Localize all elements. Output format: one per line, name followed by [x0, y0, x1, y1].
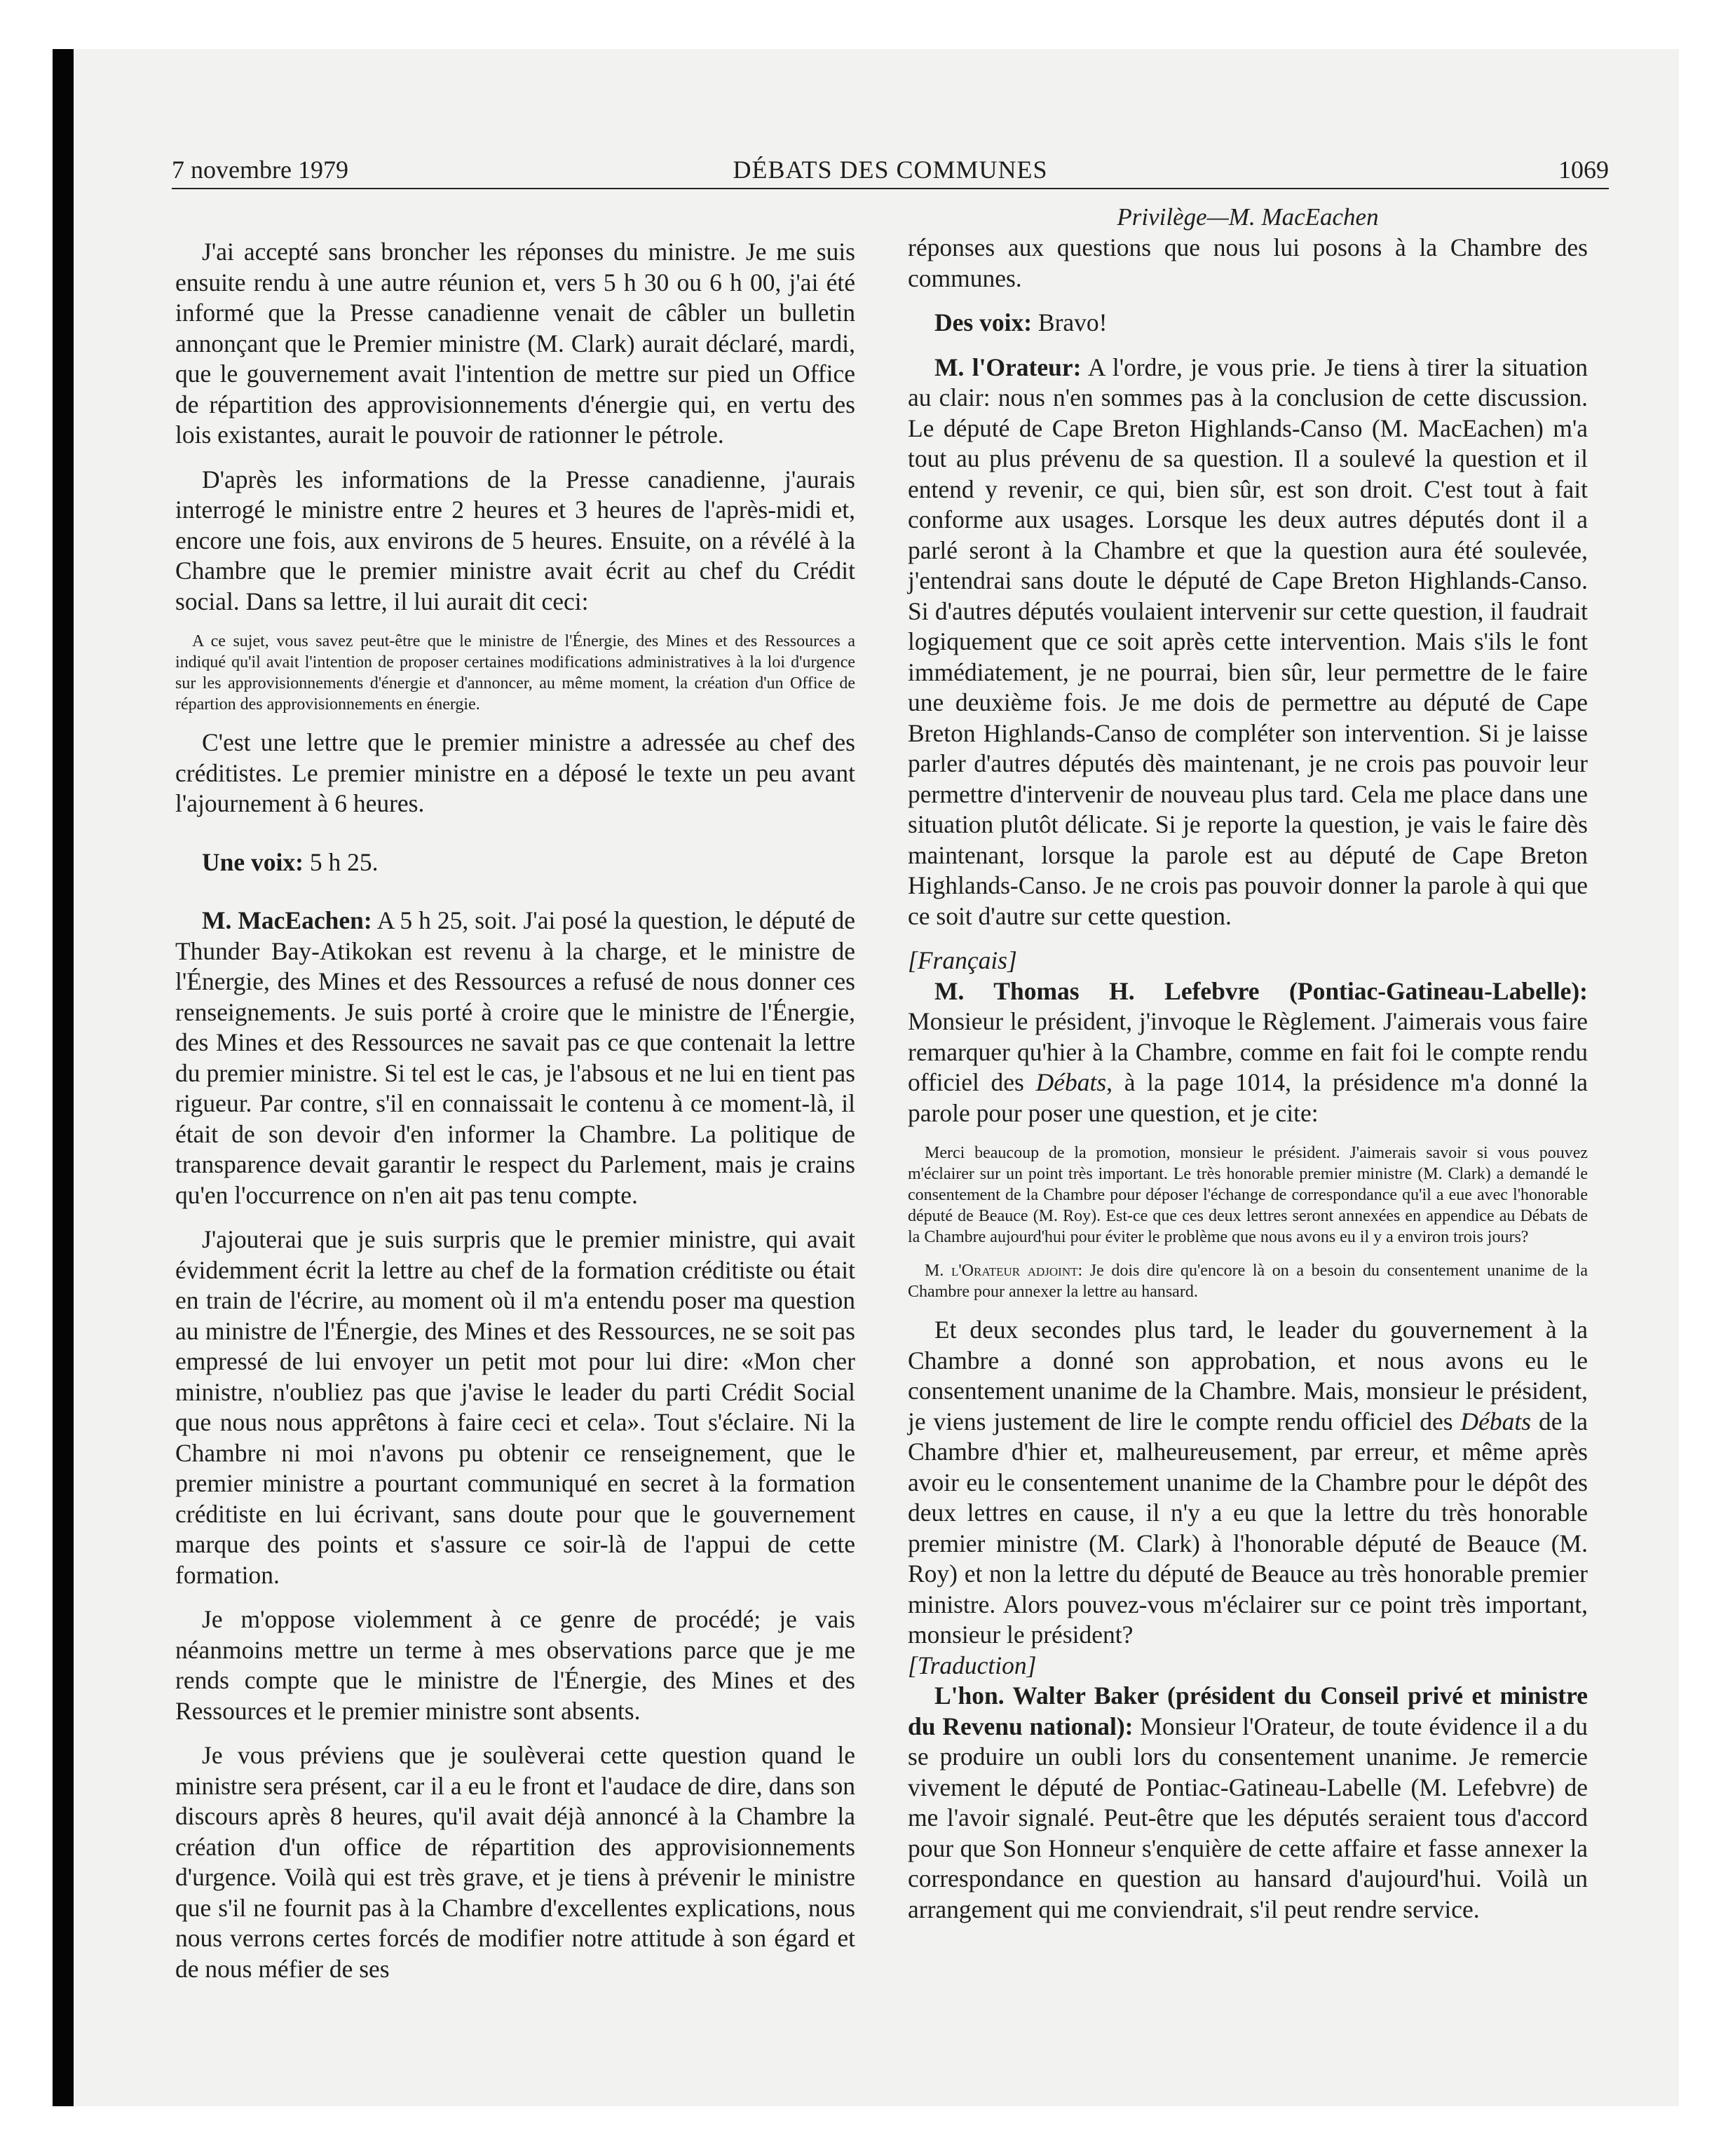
block-quote — [908, 1260, 1588, 1302]
speaker-name: M. MacEachen: — [202, 906, 372, 934]
section-heading: Privilège—M. MacEachen — [1117, 203, 1379, 231]
speech-text: A 5 h 25, soit. J'ai posé la question, le député de Thunder Bay-Atikokan est revenu à la charge, et le ministre de l'Énergie, des Mines et des Ressources a refusé de nous donner ces renseignements. Je suis porté à croire que le ministre de l'Énergie, des Mines et des Ressources ne savait pas ce que contenait la lettre du premier ministre. Si tel est le cas, je l'absous et ne lui en tient pas rigueur. Par contre, s'il en connaissait le contenu à ce moment-là, il était de son devoir d'en informer la Chambre. La politique de transparence devait garantir le respect du Parlement, mais je crains qu'en l'occurrence on n'en ait pas tenu compte. — [175, 906, 855, 1209]
left-column — [175, 237, 855, 1984]
scan-edge-shadow — [53, 49, 74, 2106]
speech — [908, 308, 1588, 339]
paragraph: J'ajouterai que je suis surpris que le premier ministre, qui avait évidemment écrit la lettre au chef de la formation créditiste ou était en train de l'écrire, au moment où il m'a entendu poser ma question au ministre de l'Énergie, des Mines et des Ressources, ne se soit pas empressé de lui envoyer un petit mot pour lui dire: «Mon cher ministre, n'oubliez pas que j'avise le leader du parti Crédit Social que nous nous apprêtons à faire ceci et cela». Tout s'éclaire. Ni la Chambre ni moi n'avons pu obtenir ce renseignement, que le premier ministre a pourtant communiqué en secret à la formation créditiste en lui écrivant, sans doute pour que le gouvernement marque des points et s'assure ce soir-là de l'appui de cette formation. — [175, 1225, 855, 1589]
paragraph-text: Et deux secondes plus tard, le leader du gouvernement à la Chambre a donné son approbation, et nous avons eu le consentement unanime de la Chambre. Mais, monsieur le président, je viens justement de lire le compte rendu officiel des — [908, 1316, 1588, 1435]
speech-text: 5 h 25. — [309, 847, 379, 876]
speech — [908, 353, 1588, 932]
speaker-name: M. l'Orateur: — [934, 353, 1082, 381]
quote-text: Je dois dire qu'encore là on a besoin du consentement unanime de la Chambre pour annexer la lettre au hansard. — [908, 1262, 1588, 1301]
paragraph: Je m'oppose violemment à ce genre de procédé; je vais néanmoins mettre un terme à mes observations parce que je me rends compte que le ministre de l'Énergie, des Mines et des Ressources et le premier ministre sont absents. — [175, 1605, 855, 1725]
paragraph — [908, 1315, 1588, 1651]
speech — [175, 847, 855, 878]
speech — [175, 906, 855, 1210]
block-quote: A ce sujet, vous savez peut-être que le ministre de l'Énergie, des Mines et des Ressources a indiqué qu'il avait l'intention de proposer certaines modifications administratives à la loi d'urgence sur les approvisionnements d'énergie et d'annoncer, au même moment, la création d'un Office de répartion des approvisionnements en énergie. — [175, 632, 855, 714]
language-marker: [Traduction] — [908, 1651, 1037, 1679]
page-header — [172, 154, 1609, 189]
speech-text: A l'ordre, je vous prie. Je tiens à tirer la situation au clair: nous n'en sommes pas à la conclusion de cette discussion. Le député de Cape Breton Highlands-Canso (M. MacEachen) m'a tout au plus prévenu de sa question. Il a soulevé la question et il entend y revenir, ce qui, bien sûr, est son droit. C'est tout à fait conforme aux usages. Lorsque les deux autres députés dont il a parlé seront à la Chambre et que la question aura été soulevée, j'entendrai sans doute le député de Cape Breton Highlands-Canso. Si d'autres députés voulaient intervenir sur cette question, il faudrait logiquement que ce soit après cette intervention. Mais s'ils le font immédiatement, je ne pourrai, bien sûr, leur permettre de le faire une deuxième fois. Je me dois de permettre au député de Cape Breton Highlands-Canso de compléter son intervention. Si je laisse parler d'autres députés dès maintenant, je ne crois pas pouvoir leur permettre d'intervenir de nouveau plus tard. Cela me place dans une situation plutôt délicate. Si je reporte la question, je vais le faire dès maintenant, lorsque la parole est au député de Cape Breton Highlands-Canso. Je ne crois pas pouvoir donner la parole à qui que ce soit d'autre sur cette question. — [908, 353, 1588, 930]
speaker-name: Une voix: — [202, 847, 304, 876]
paragraph: C'est une lettre que le premier ministre a adressée au chef des créditistes. Le premier ministre en a déposé le texte un peu avant l'ajournement à 6 heures. — [175, 728, 855, 817]
paragraph: réponses aux questions que nous lui posons à la Chambre des communes. — [908, 233, 1588, 292]
speaker-name: Des voix: — [934, 308, 1033, 336]
speech-text: , à la page 1014, la présidence m'a donné la parole pour poser une question, et je cite: — [908, 1068, 1588, 1127]
debates-title: Débats — [1035, 1068, 1107, 1096]
speaker-name: M. Thomas H. Lefebvre (Pontiac-Gatineau-Labelle): — [934, 976, 1588, 1005]
speech-text: Monsieur le président, j'invoque le Règlement. J'aimerais vous faire remarquer qu'hier à la Chambre, comme en fait foi le compte rendu officiel des — [908, 1007, 1588, 1096]
speech — [908, 1681, 1588, 1925]
language-marker: [Français] — [908, 946, 1017, 974]
speaker-name: M. l'Orateur adjoint: — [925, 1262, 1083, 1280]
speech-text: Monsieur l'Orateur, de toute évidence il a du se produire un oubli lors du consentement unanime. Je remercie vivement le député de Pontiac-Gatineau-Labelle (M. Lefebvre) de me l'avoir signalé. Peut-être que les députés seraient tous d'accord pour que Son Honneur s'enquière de cette affaire et fasse annexer la correspondance en question au hansard d'aujourd'hui. Voilà un arrangement qui me conviendrait, s'il peut rendre service. — [908, 1712, 1588, 1923]
debates-title: Débats — [1460, 1407, 1532, 1435]
speech-text: Bravo! — [1037, 308, 1108, 336]
page-number: 1069 — [1558, 156, 1609, 184]
right-column — [908, 202, 1588, 1925]
paragraph: J'ai accepté sans broncher les réponses du ministre. Je me suis ensuite rendu à une autre réunion et, vers 5 h 30 ou 6 h 00, j'ai été informé que la Presse canadienne venait de câbler un bulletin annonçant que le Premier ministre (M. Clark) aurait déclaré, mardi, que le gouvernement avait l'intention de mettre sur pied un Office de répartition des approvisionnements d'énergie qui, en vertu des lois existantes, aurait le pouvoir de rationner le pétrole. — [175, 238, 855, 449]
header-date: 7 novembre 1979 — [172, 156, 348, 184]
paragraph: D'après les informations de la Presse canadienne, j'aurais interrogé le ministre entre 2 heures et 3 heures de l'après-midi et, encore une fois, aux environs de 5 heures. Ensuite, on a révélé à la Chambre que le premier ministre avait écrit au chef du Crédit social. Dans sa lettre, il lui aurait dit ceci: — [175, 465, 855, 615]
speech — [908, 976, 1588, 1129]
speaker-name: L'hon. Walter Baker (président du Conseil privé et ministre du Revenu national): — [908, 1681, 1588, 1740]
block-quote: Merci beaucoup de la promotion, monsieur le président. J'aimerais savoir si vous pouvez m'éclairer sur un point très important. Le très honorable premier ministre (M. Clark) a demandé le consentement de la Chambre pour déposer l'échange de correspondance qu'il a eue avec l'honorable député de Beauce (M. Roy). Est-ce que ces deux lettres seront annexées en appendice au Débats de la Chambre aujourd'hui pour éviter le problème que nous avons eu il y a environ trois jours? — [908, 1144, 1588, 1246]
header-title: DÉBATS DES COMMUNES — [733, 156, 1048, 184]
paragraph-text: de la Chambre d'hier et, malheureusement, par erreur, et même après avoir eu le consentement unanime de la Chambre pour le dépôt des deux lettres en cause, il n'y a eu que la lettre du très honorable premier ministre (M. Clark) à l'honorable député de Beauce (M. Roy) et non la lettre du député de Beauce au très honorable premier ministre. Alors pouvez-vous m'éclairer sur ce point très important, monsieur le président? — [908, 1407, 1588, 1649]
paragraph: Je vous préviens que je soulèverai cette question quand le ministre sera présent, car il a eu le front et l'audace de dire, dans son discours après 8 heures, qu'il avait déjà annoncé à la Chambre la création d'un office de répartition des approvisionnements d'urgence. Voilà qui est très grave, et je tiens à prévenir le ministre que s'il ne fournit pas à la Chambre d'excellentes explications, nous nous verrons certes forcés de modifier notre attitude à son égard et de nous méfier de ses — [175, 1741, 855, 1983]
